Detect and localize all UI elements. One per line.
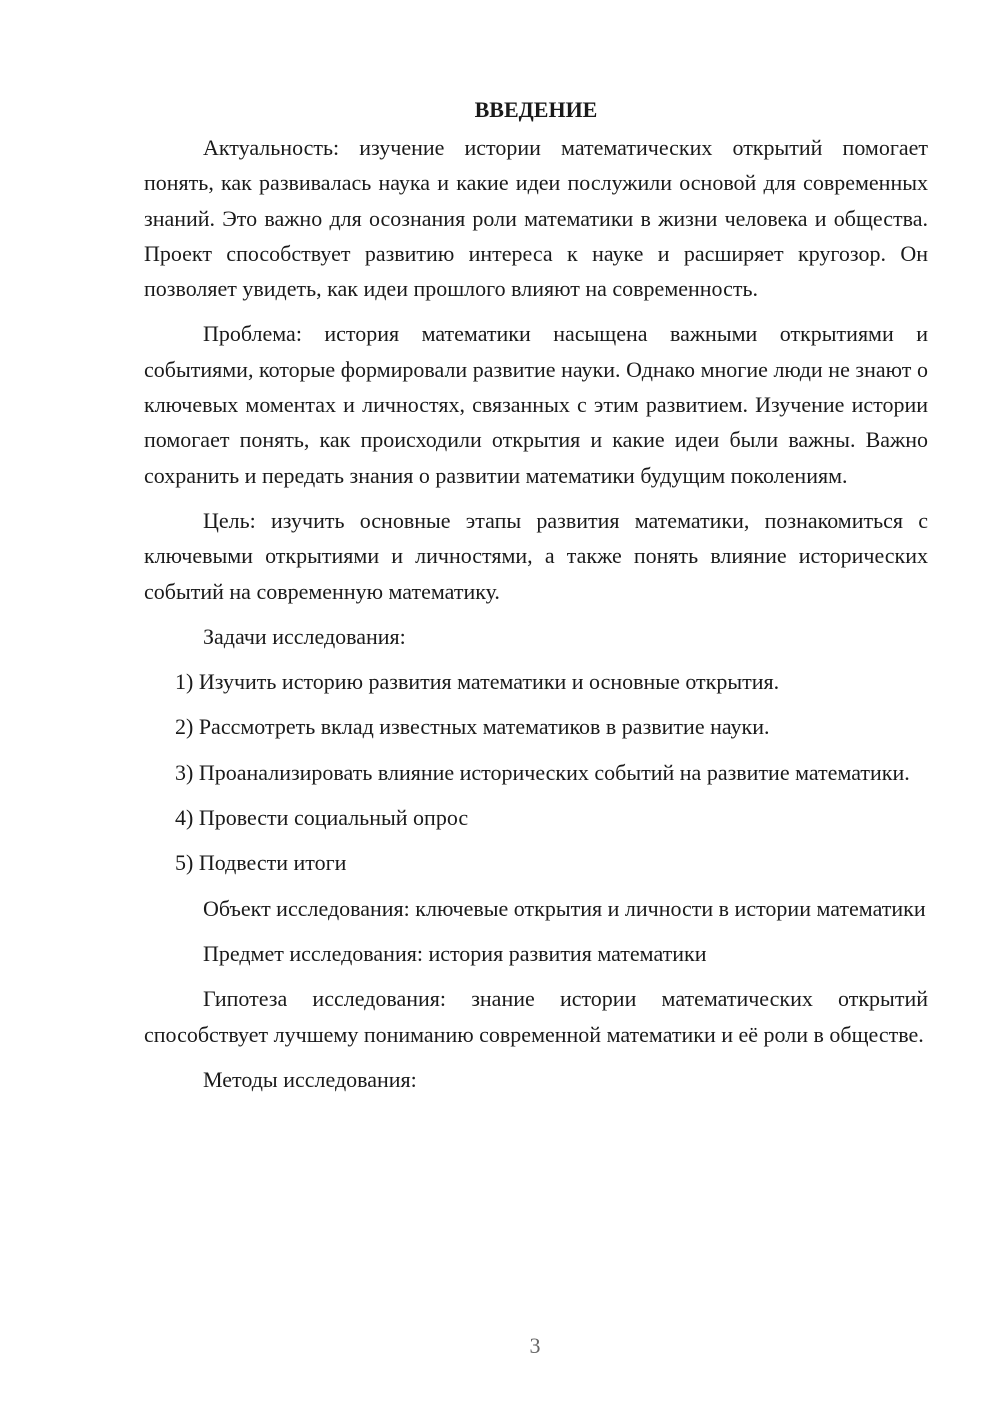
task-item: 1) Изучить историю развития математики и основные открытия. — [175, 669, 780, 695]
object-paragraph: Объект исследования: ключевые открытия и личности в истории математики — [203, 895, 926, 921]
relevance-paragraph: Актуальность: изучение истории математических открытий помогает понять, как развивалась наука и какие идеи послужили основой для современных знаний. Это важно для осознания роли математики в жизни человека и общества. Проект способствует развитию интереса к науке и расширяет кругозор. Он позволяет увидеть, как идеи прошлого влияют на современность. — [144, 135, 928, 302]
tasks-heading: Задачи исследования: — [203, 623, 406, 649]
task-item: 2) Рассмотреть вклад известных математиков в развитие науки. — [175, 714, 770, 740]
goal-paragraph: Цель: изучить основные этапы развития математики, познакомиться с ключевыми открытиями и личностями, а также понять влияние исторических событий на современную математику. — [144, 507, 928, 604]
subject-paragraph: Предмет исследования: история развития математики — [203, 940, 707, 966]
task-item: 3) Проанализировать влияние исторических событий на развитие математики. — [175, 759, 910, 785]
problem-paragraph: Проблема: история математики насыщена важными открытиями и событиями, которые формировали развитие науки. Однако многие люди не знают о ключевых моментах и личностях, связанных с этим развитием. Изучение истории помогает понять, как происходили открытия и какие идеи были важны. Важно сохранить и передать знания о развитии математики будущим поколениям. — [144, 321, 928, 488]
page-number: 3 — [529, 1333, 541, 1358]
methods-heading: Методы исследования: — [203, 1066, 417, 1092]
section-title: ВВЕДЕНИЕ — [474, 97, 598, 122]
task-item: 5) Подвести итоги — [175, 850, 347, 876]
hypothesis-paragraph: Гипотеза исследования: знание истории математических открытий способствует лучшему пониманию современной математики и её роли в обществе. — [144, 986, 928, 1047]
task-item: 4) Провести социальный опрос — [175, 805, 469, 831]
page-content — [144, 92, 928, 1107]
